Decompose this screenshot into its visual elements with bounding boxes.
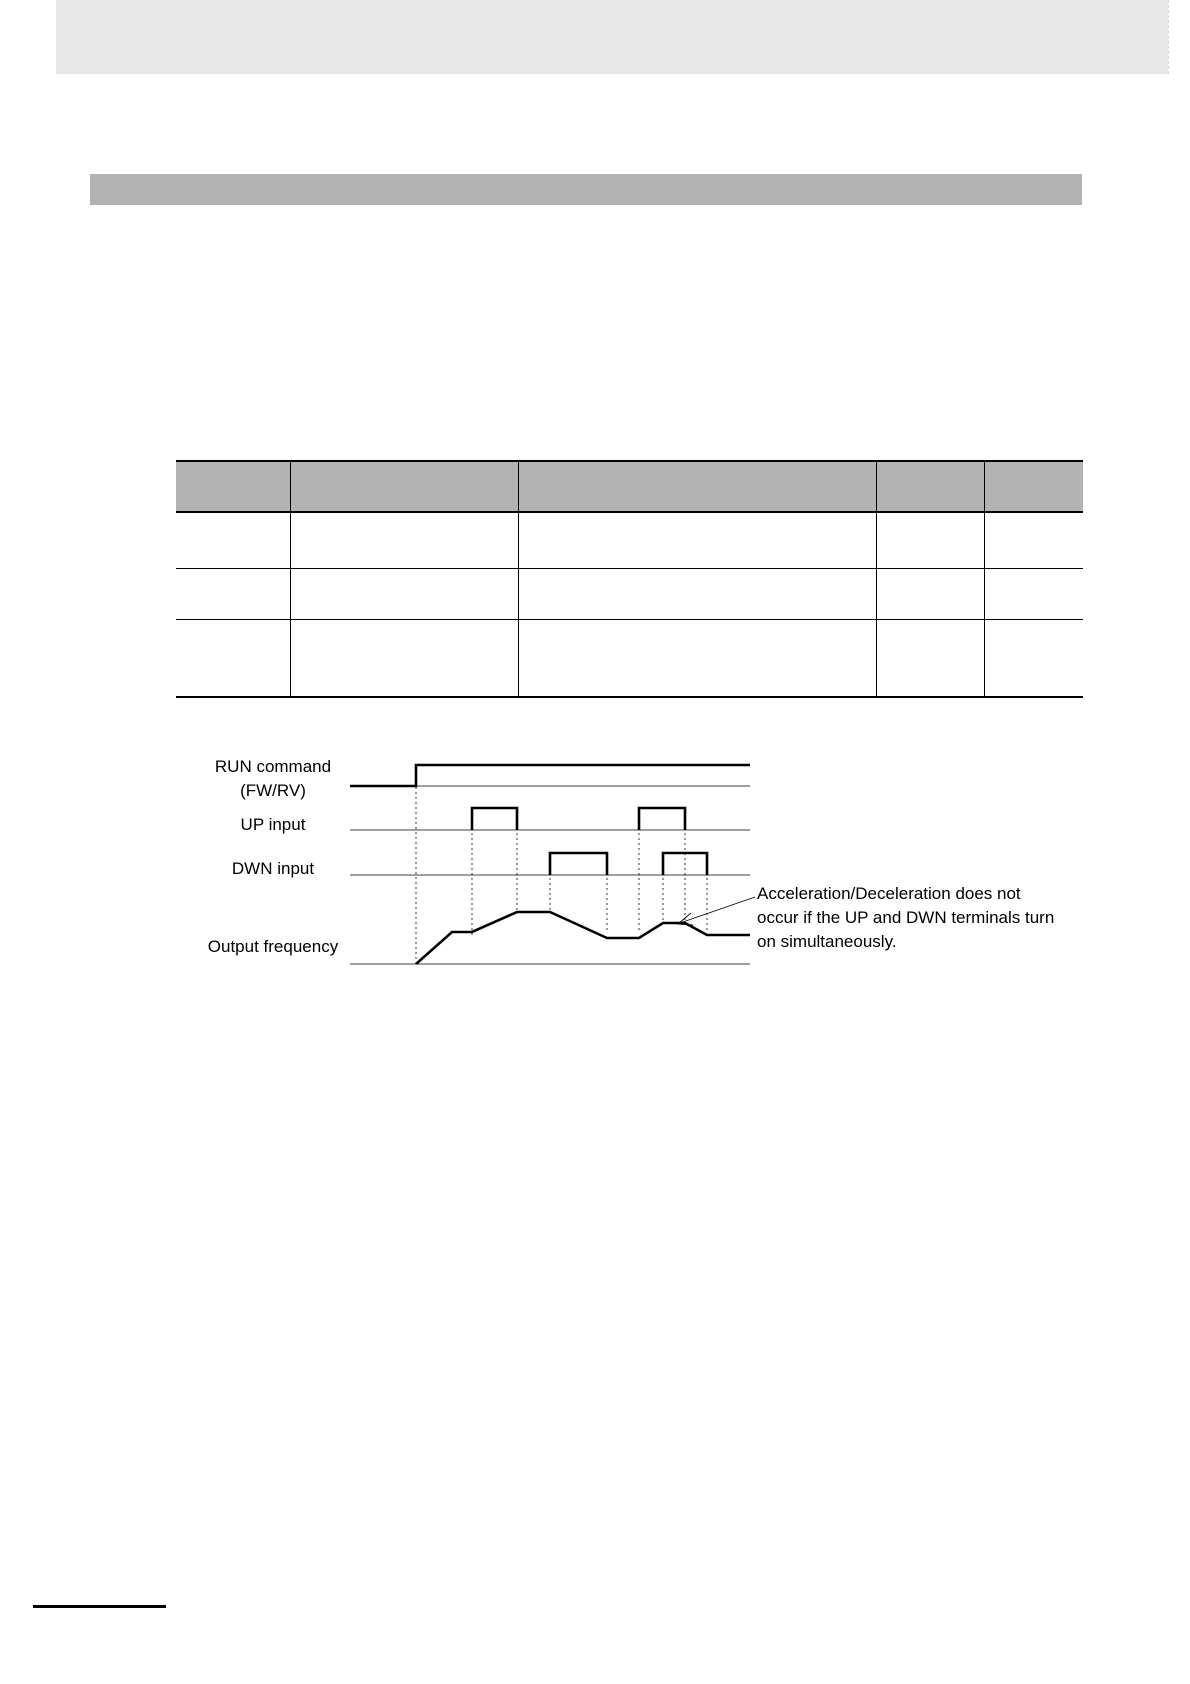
footer-rule xyxy=(33,1605,166,1608)
table-cell xyxy=(984,512,1083,568)
annotation-line-1: Acceleration/Deceleration does not xyxy=(757,884,1021,903)
run-command-waveform xyxy=(350,765,750,786)
annotation-arrow xyxy=(678,897,755,925)
table-row xyxy=(176,512,1083,568)
output-frequency-waveform xyxy=(416,912,750,964)
table-cell xyxy=(176,568,290,619)
run-command-sublabel: (FW/RV) xyxy=(240,781,306,800)
table-header-cell xyxy=(518,461,876,512)
table-cell xyxy=(518,568,876,619)
table-header-cell xyxy=(176,461,290,512)
table-header-row xyxy=(176,461,1083,512)
table-cell xyxy=(290,568,518,619)
table-header-cell xyxy=(290,461,518,512)
parameter-table xyxy=(176,460,1083,698)
table-cell xyxy=(984,568,1083,619)
timing-chart xyxy=(190,752,1090,982)
up-input-label: UP input xyxy=(240,815,306,834)
table-header-cell xyxy=(984,461,1083,512)
page-header-bar xyxy=(56,0,1168,74)
table-row xyxy=(176,619,1083,697)
up-pulse xyxy=(639,808,685,830)
table-cell xyxy=(176,512,290,568)
up-pulse xyxy=(472,808,517,830)
output-frequency-label: Output frequency xyxy=(207,937,339,956)
annotation-line-3: on simultaneously. xyxy=(757,932,897,951)
table-cell xyxy=(176,619,290,697)
table-cell xyxy=(876,568,984,619)
annotation-line-2: occur if the UP and DWN terminals turn xyxy=(757,908,1055,927)
table-header-cell xyxy=(876,461,984,512)
dwn-pulse xyxy=(550,853,607,875)
table-cell xyxy=(290,512,518,568)
run-command-label: RUN command xyxy=(214,757,332,776)
table-row xyxy=(176,568,1083,619)
table-cell xyxy=(876,512,984,568)
table-cell xyxy=(518,512,876,568)
table-cell xyxy=(984,619,1083,697)
section-heading-bar xyxy=(90,174,1082,205)
waveforms xyxy=(350,765,750,964)
table-cell xyxy=(518,619,876,697)
table-cell xyxy=(876,619,984,697)
table-cell xyxy=(290,619,518,697)
page-header-edge xyxy=(1168,0,1172,74)
dwn-input-label: DWN input xyxy=(231,859,315,878)
